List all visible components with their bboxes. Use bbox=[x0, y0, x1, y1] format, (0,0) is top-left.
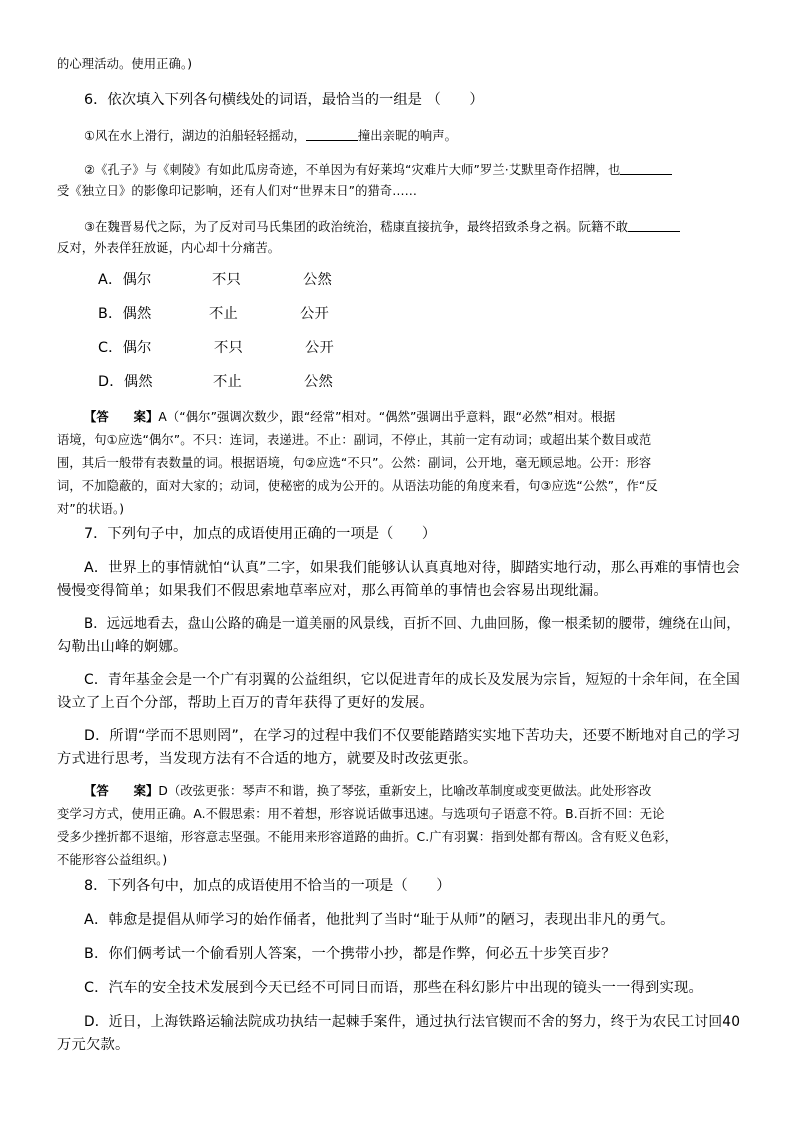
q7-option-b-line2: 勾勒出山峰的婀娜。 bbox=[57, 639, 188, 655]
q6-answer-text-0: A（“偶尔”强调次数少，跟“经常”相对。“偶然”强调出乎意料，跟“必然”相对。根据 bbox=[158, 410, 616, 424]
q6-s1-text-a: ①风在水上滑行，湖边的泊船轻轻摇动， bbox=[84, 129, 306, 143]
q7-option-c-line2: 设立了上百个分部，帮助上百万的青年获得了更好的发展。 bbox=[57, 695, 434, 711]
option-c-word2: 不只 bbox=[214, 340, 243, 356]
option-b-word3: 公开 bbox=[300, 306, 329, 322]
option-d-word1: D．偶然 bbox=[98, 374, 153, 390]
q6-sentence-3-line2: 反对，外表佯狂放诞，内心却十分痛苦。 bbox=[57, 241, 281, 255]
q7-answer-text-0: D（改弦更张：琴声不和谐，换了琴弦，重新安上，比喻改革制度或变更做法。此处形容改 bbox=[158, 784, 652, 798]
option-c-word3: 公开 bbox=[305, 340, 334, 356]
option-b-word2: 不止 bbox=[209, 306, 238, 322]
q8-option-d-line1: D．近日，上海铁路运输法院成功执结一起棘手案件，通过执行法官锲而不舍的努力，终于为农民工讨回40 bbox=[84, 1014, 741, 1030]
q7-option-b-line1: B．远远地看去，盘山公路的确是一道美丽的风景线，百折不回、九曲回肠，像一根柔韧的腰带，缠绕在山间， bbox=[84, 616, 740, 632]
q7-option-d-line1: D．所谓“学而不思则罔”，在学习的过程中我们不仅要能踏踏实实地下苦功夫，还要不断地对自己的学习 bbox=[84, 728, 741, 744]
answer-label: 【答 案】 bbox=[84, 410, 159, 424]
q6-answer-line-2: 语境，句①应选“偶尔”。不只：连词，表递进。不止：副词，不停止，其前一定有动词；或超出某个数目或范 bbox=[57, 433, 652, 447]
q7-option-a-line1: A．世界上的事情就怕“认真”二字，如果我们能够认认真真地对待，脚踏实地行动，那么再难的事情也会 bbox=[84, 560, 741, 576]
option-d-word3: 公然 bbox=[304, 374, 333, 390]
q7-option-a-line2: 慢慢变得简单；如果我们不假思索地草率应对，那么再简单的事情也会容易出现纰漏。 bbox=[57, 583, 608, 599]
q7-option-c-line1: C．青年基金会是一个广有羽翼的公益组织，它以促进青年的成长及发展为宗旨，短短的十余年间，在全国 bbox=[84, 672, 741, 688]
q7-stem: 7．下列句子中，加点的成语使用正确的一项是（ ） bbox=[84, 526, 437, 542]
q6-answer-line-1 bbox=[84, 411, 615, 423]
fill-blank-3 bbox=[628, 219, 680, 232]
answer-label: 【答 案】 bbox=[84, 784, 159, 798]
option-c-word1: C．偶尔 bbox=[98, 340, 152, 356]
q7-answer-line-4: 不能形容公益组织。) bbox=[57, 853, 168, 867]
fill-blank-1 bbox=[306, 128, 358, 141]
q6-option-b bbox=[98, 307, 152, 321]
q6-stem: 6．依次填入下列各句横线处的词语，最恰当的一组是 （ ） bbox=[84, 92, 484, 108]
option-a-word3: 公然 bbox=[303, 272, 332, 288]
fill-blank-2 bbox=[620, 162, 672, 175]
q6-sentence-3-line1 bbox=[84, 219, 680, 233]
q7-answer-line-3: 受多少挫折都不退缩，形容意志坚强。不能用来形容道路的曲折。C.广有羽翼：指到处都有帮凶。含有贬义色彩， bbox=[57, 830, 678, 844]
q8-option-d-line2: 万元欠款。 bbox=[57, 1037, 130, 1053]
q7-answer-line-1 bbox=[84, 785, 651, 797]
q6-option-c bbox=[98, 341, 152, 355]
option-a-word2: 不只 bbox=[212, 272, 241, 288]
q8-stem: 8．下列各句中，加点的成语使用不恰当的一项是（ ） bbox=[84, 878, 451, 894]
q8-option-c: C．汽车的安全技术发展到今天已经不可同日而语，那些在科幻影片中出现的镜头一一得到实现。 bbox=[84, 980, 704, 996]
option-a-word1: A．偶尔 bbox=[98, 272, 152, 288]
q6-answer-line-3: 围，其后一般带有表数量的词。根据语境，句②应选“不只”。公然：副词，公开地，毫无顾忌地。公开：形容 bbox=[57, 456, 652, 470]
option-d-word2: 不止 bbox=[213, 374, 242, 390]
q6-option-d bbox=[98, 375, 153, 389]
q6-sentence-1 bbox=[84, 128, 457, 142]
q6-s2-text-a: ②《孔子》与《刺陵》有如此瓜房奇迹，不单因为有好莱坞“灾难片大师”罗兰·艾默里奇作招牌，也 bbox=[84, 163, 621, 177]
q8-option-a: A．韩愈是提倡从师学习的始作俑者，他批判了当时“耻于从师”的陋习，表现出非凡的勇气。 bbox=[84, 912, 675, 928]
option-b-word1: B．偶然 bbox=[98, 306, 152, 322]
q7-option-d-line2: 方式进行思考，当发现方法有不合适的地方，就要及时改弦更张。 bbox=[57, 751, 478, 767]
intro-tail: 的心理活动。使用正确。) bbox=[57, 57, 193, 71]
q6-option-a bbox=[98, 273, 151, 287]
q6-sentence-2-line2: 受《独立日》的影像印记影响，还有人们对“世界末日”的猎奇…… bbox=[57, 184, 418, 198]
q8-option-b: B．你们俩考试一个偷看别人答案，一个携带小抄，都是作弊，何必五十步笑百步？ bbox=[84, 946, 616, 962]
q6-s1-text-b: 撞出亲昵的响声。 bbox=[357, 129, 458, 143]
q6-s3-text-a: ③在魏晋易代之际，为了反对司马氏集团的政治统治，嵇康直接抗争，最终招致杀身之祸。阮籍不敢 bbox=[84, 220, 629, 234]
q6-answer-line-5: 对”的状语。) bbox=[57, 502, 125, 516]
q7-answer-line-2: 变学习方式，使用正确。A.不假思索：用不着想，形容说话做事迅速。与选项句子语意不符。B.百折不回：无论 bbox=[57, 807, 665, 821]
q6-answer-line-4: 词，不加隐蔽的，面对大家的；动词，使秘密的成为公开的。从语法功能的角度来看，句③应选“公然”，作“反 bbox=[57, 479, 658, 493]
q6-sentence-2-line1 bbox=[84, 162, 672, 176]
